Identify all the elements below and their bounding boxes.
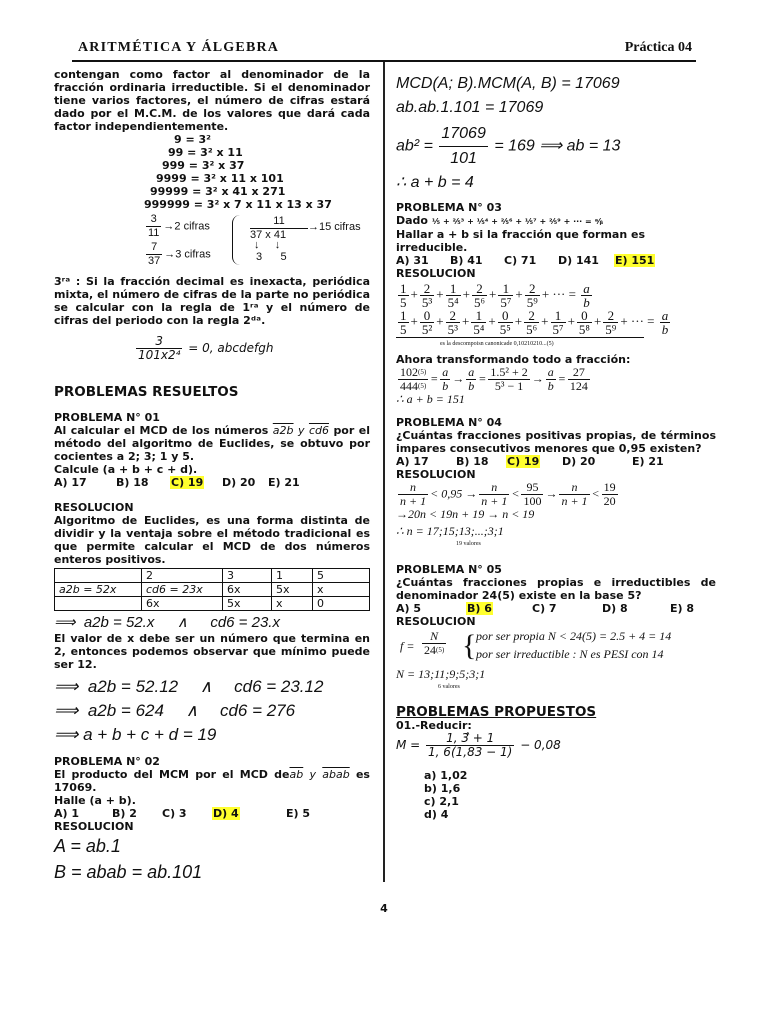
p1-line3: ⟹ a2b = 624 ∧ cd6 = 276 (54, 701, 296, 720)
p1-line1-b: cd6 = 23.x (210, 614, 280, 631)
p2-text: El producto del MCM por el MCD de (54, 768, 290, 781)
digit-examples: $\frac{3}{11}$ →2 cifras $\frac{7}{37}$ →3 cifras 11 37 x 41 ↓ ↓ 3 5 →15 cifras (148, 213, 361, 267)
p1-solution-text: Algoritmo de Euclides, es una forma distinta de dividir y la ventaja sobre el método tradicional es que permite calcular el MCD de dos números enteros positivos. (54, 514, 370, 566)
rule-3-text: Si la fracción decimal es inexacta, periódica mixta, el número de cifras de la parte no periódica se calcular con la regla de 1ʳᵃ y el número de cifras del periodo con la regla 2ᵈᵃ. (54, 275, 370, 327)
cell-2-4: 0 (313, 597, 370, 611)
right-column (396, 72, 716, 821)
p1-options (54, 476, 370, 489)
cell-2-0 (55, 597, 142, 611)
ex3-top: 11 (250, 215, 308, 229)
p3-opt-e: E) 151 (615, 254, 655, 267)
header-title: ARITMÉTICA Y ÁLGEBRA (78, 40, 280, 55)
cell-0-4: 5 (313, 569, 370, 583)
p1-opt-c: C) 19 (171, 476, 204, 489)
p3-ahora: Ahora transformando todo a fracción: (396, 353, 631, 366)
p4-line3-sub: 19 valores (456, 541, 481, 547)
r-line4: ∴ a + b = 4 (396, 174, 474, 191)
p2-opt-e: E) 5 (286, 807, 311, 820)
column-divider (383, 62, 385, 882)
r-line2: ab.ab.1.101 = 17069 (396, 99, 544, 116)
section-resueltos: PROBLEMAS RESUELTOS (54, 384, 239, 400)
p5-text: ¿Cuántas fracciones propias e irreductibles de denominador 24(5) existe en la base 5? (396, 576, 716, 602)
p4-line2: →20n < 19n + 19 → n < 19 (396, 507, 535, 521)
eq-rhs: = 0, abcdefgh (188, 341, 274, 355)
q1-den: 1, 6(1,83 − 1) (428, 745, 513, 759)
q1-options (396, 769, 716, 821)
p5-opt-c: C) 7 (532, 602, 557, 615)
cell-1-2: 6x (223, 583, 272, 597)
cell-2-1: 6x (142, 597, 223, 611)
cell-2-3: x (272, 597, 313, 611)
p3-opt-a: A) 31 (396, 254, 429, 267)
factor-9999: 9999 = 3² x 11 x 101 (156, 172, 284, 185)
factor-99: 99 = 3² x 11 (168, 146, 243, 159)
p2-statement: El producto del MCM por el MCD deab y abab es 17069. (54, 768, 370, 794)
cell-0-3: 1 (272, 569, 313, 583)
p1-line3-a: a2b = 624 (87, 701, 164, 720)
q1-title: 01.-Reducir: (396, 719, 472, 732)
q1-opt-c: c) 2,1 (424, 795, 459, 808)
r-line3: ab² = $\frac{17069}{101}$ = 169 ⟹ ab = 13 (396, 122, 716, 171)
ex3-a: 3 (256, 251, 263, 263)
p1-opt-b: B) 18 (116, 476, 149, 489)
r3-rhs: = 169 ⟹ ab = 13 (494, 137, 621, 155)
p5-line2: N = 13;11;9;5;3;1 (396, 667, 486, 681)
p5-opt-e: E) 8 (670, 602, 695, 615)
p4-options (396, 455, 716, 468)
p5-resolucion: RESOLUCION (396, 615, 476, 628)
euclid-table (54, 568, 370, 611)
p1-line3-b: cd6 = 276 (219, 701, 296, 720)
p2-text-b: es 17069. (54, 768, 370, 794)
cell-1-3: 5x (272, 583, 313, 597)
page-header (72, 40, 696, 62)
p2-opt-a: A) 1 (54, 807, 80, 820)
p1-calcule: Calcule (a + b + c + d). (54, 463, 198, 476)
p3-text: Hallar a + b si la fracción que forman es irreducible. (396, 228, 645, 254)
left-column (54, 68, 370, 885)
ex2-num: 7 (151, 241, 158, 253)
p4-opt-a: A) 17 (396, 455, 429, 468)
p2-opt-d: D) 4 (213, 807, 239, 820)
ex2-den: 37 (148, 255, 161, 267)
p3-final: ∴ a + b = 151 (396, 392, 465, 406)
p2-resolucion: RESOLUCION (54, 820, 134, 833)
factor-999: 999 = 3² x 37 (162, 159, 245, 172)
p2-line1: A = ab.1 (54, 836, 121, 856)
p4-line3: ∴ n = 17;15;13;...;3;1 (396, 524, 504, 538)
p1-line1: ⟹ a2b = 52.x ∧ cd6 = 23.x (54, 614, 280, 631)
p1-line4: ⟹ a + b + c + d = 19 (54, 725, 217, 744)
p5-opt-d: D) 8 (602, 602, 628, 615)
p1-text2: por el método del algoritmo de Euclides, se obtuvo por cocientes a 2; 3; 1 y 5. (54, 424, 370, 463)
eq-den: 101x2⁴ (138, 348, 181, 362)
p5-case1: por ser propia N < 24(5) = 2.5 + 4 = 14 (476, 629, 672, 643)
intro-text: contengan como factor al denominador de la fracción ordinaria irreductible. Si el denominador tiene varios factores, el número de cifras estará dado por el M.C.M. de los valores que dará cada factor independientemente. (54, 68, 370, 133)
p1-opt-e: E) 21 (268, 476, 300, 489)
factorization-list (144, 133, 370, 211)
q1-opt-a: a) 1,02 (424, 769, 468, 782)
p1-line2-a: a2b = 52.12 (87, 677, 179, 696)
q1-opt-d: d) 4 (424, 808, 449, 821)
q1-num: 1, 3̂ + 1 (446, 731, 495, 745)
eq-num: 3 (155, 334, 164, 348)
rule-3-label: 3ʳᵃ : (54, 275, 81, 288)
p3-resolucion: RESOLUCION (396, 267, 476, 280)
ex2-result: 3 cifras (175, 248, 211, 261)
factor-999999: 999999 = 3² x 7 x 11 x 13 x 37 (144, 198, 332, 211)
p5-case2: por ser irreductible : N es PESI con 14 (476, 647, 664, 661)
p3-series-2: $\frac{1}{5}$ + $\frac{0}{\text{5²}}$ + $\frac{2}{\text{5³}}$ + $\frac{1}{\text{5⁴}}$ + $\frac{0}{\text{5⁵}}$ + $\frac{2}{\text{5⁶}}$ + $\frac{1}{\text{5⁷}}$ + $\frac{0}{\text{5⁸}}$ + $\frac{2}{\text{5⁹}}$ + ··· = $\frac{a}{b}$ (396, 309, 716, 338)
cell-0-0 (55, 569, 142, 583)
cell-0-1: 2 (142, 569, 223, 583)
ex1-num: 3 (150, 213, 157, 225)
p1-title: PROBLEMA N° 01 (54, 411, 160, 424)
cell-1-1: cd6 = 23x (142, 583, 223, 597)
p1-opt-a: A) 17 (54, 476, 87, 489)
p2-opt-c: C) 3 (162, 807, 187, 820)
cell-2-2: 5x (223, 597, 272, 611)
p4-opt-c: C) 19 (507, 455, 540, 468)
p2-opt-b: B) 2 (112, 807, 137, 820)
p2-options (54, 807, 370, 820)
p3-dado: Dado ¹⁄₅ + ²⁄₅³ + ¹⁄₅⁴ + ²⁄₅⁶ + ¹⁄₅⁷ + ²⁄₅⁹ + ··· = ᵃ⁄ᵦ (396, 214, 604, 227)
cell-1-4: x (313, 583, 370, 597)
ex3-result: 15 cifras (319, 221, 361, 233)
factor-99999: 99999 = 3² x 41 x 271 (150, 185, 286, 198)
p5-system: f = $\frac{N}{24^{(5)}}$ { por ser propia N < 24(5) = 2.5 + 4 = 14 por ser irreductible : N es PESI con 14 (400, 629, 672, 662)
p4-line1: $\frac{n}{n + 1}$ < 0,95 → $\frac{n}{n + 1}$ < $\frac{95}{100}$ → $\frac{n}{n + 1}$ < $\frac{19}{20}$ (400, 480, 616, 508)
q1-expression: M = $\frac{1, 3̂ + 1}{1, 6(1,83 - 1)}$ − 0,08 (396, 731, 561, 759)
p1-text1: Al calcular el MCD de los números (54, 424, 269, 437)
p3-transform: $\frac{102^{(5)}}{444^{(5)}}$ = $\frac{a}{b}$ → $\frac{a}{b}$ = $\frac{\text{1.5² + 2}}{\text{5³ − 1}}$ → $\frac{a}{b}$ = $\frac{27}{124}$ (400, 365, 588, 393)
q1-opt-b: b) 1,6 (424, 782, 461, 795)
p3-dado-label: Dado (396, 214, 428, 227)
r-line1: MCD(A; B).MCM(A, B) = 17069 (396, 75, 620, 92)
cell-0-2: 3 (223, 569, 272, 583)
ex1-den: 11 (148, 227, 160, 239)
p1-text4: El valor de x debe ser un número que termina en 2, entonces podemos observar que mínimo puede ser 12. (54, 632, 370, 671)
p5-opt-a: A) 5 (396, 602, 422, 615)
p1-line4-text: a + b + c + d = 19 (83, 725, 217, 744)
p2-halle: Halle (a + b). (54, 794, 136, 807)
ex1-result: 2 cifras (174, 220, 210, 233)
p4-resolucion: RESOLUCION (396, 468, 476, 481)
r3-num: 17069 (441, 125, 486, 142)
p3-note: es la descompoisn canonicade 0,10210210...(5) (440, 341, 554, 347)
section-propuestos: PROBLEMAS PROPUESTOS (396, 704, 597, 720)
p5-opt-b: B) 6 (467, 602, 492, 615)
p1-line1-a: a2b = 52.x (83, 614, 155, 631)
p4-opt-b: B) 18 (456, 455, 489, 468)
p5-line2-sub: 6 valores (438, 684, 460, 690)
p3-series-1: $\frac{1}{5}$ + $\frac{2}{\text{5³}}$ + $\frac{1}{\text{5⁴}}$ + $\frac{2}{\text{5⁶}}$ + $\frac{1}{\text{5⁷}}$ + $\frac{2}{\text{5⁹}}$ + ··· = $\frac{a}{b}$ (400, 281, 590, 310)
header-practice: Práctica 04 (624, 40, 692, 55)
rule-3-example (134, 335, 370, 362)
p1-line2-b: cd6 = 23.12 (234, 677, 324, 696)
rule-3 (54, 275, 370, 327)
ex3-b: 5 (280, 251, 287, 263)
ex3-mid: 37 x 41 (250, 229, 287, 241)
p4-title: PROBLEMA N° 04 (396, 416, 502, 429)
p3-options (396, 254, 716, 267)
p4-text: ¿Cuántas fracciones positivas propias, de términos impares consecutivos menores que 0,95 existen? (396, 429, 716, 455)
page-number: 4 (380, 902, 388, 915)
p1-line2: ⟹ a2b = 52.12 ∧ cd6 = 23.12 (54, 677, 324, 696)
p3-opt-b: B) 41 (450, 254, 483, 267)
p2-line2: B = abab = ab.101 (54, 862, 203, 882)
r3-den: 101 (439, 146, 488, 171)
p4-opt-d: D) 20 (562, 455, 596, 468)
p3-opt-c: C) 71 (504, 254, 537, 267)
p4-opt-e: E) 21 (632, 455, 664, 468)
q1-tail: − 0,08 (520, 738, 561, 752)
p3-title: PROBLEMA N° 03 (396, 201, 502, 214)
p1-resolucion: RESOLUCION (54, 501, 134, 514)
p1-opt-d: D) 20 (222, 476, 256, 489)
p3-opt-d: D) 141 (558, 254, 599, 267)
p5-options (396, 602, 716, 615)
p2-title: PROBLEMA N° 02 (54, 755, 160, 768)
factor-9: 9 = 3² (174, 133, 212, 146)
p5-title: PROBLEMA N° 05 (396, 563, 502, 576)
cell-1-0: a2b = 52x (55, 583, 142, 597)
p1-statement: Al calcular el MCD de los números a2b y cd6 por el método del algoritmo de Euclides, se obtuvo por cocientes a 2; 3; 1 y 5. (54, 424, 370, 463)
